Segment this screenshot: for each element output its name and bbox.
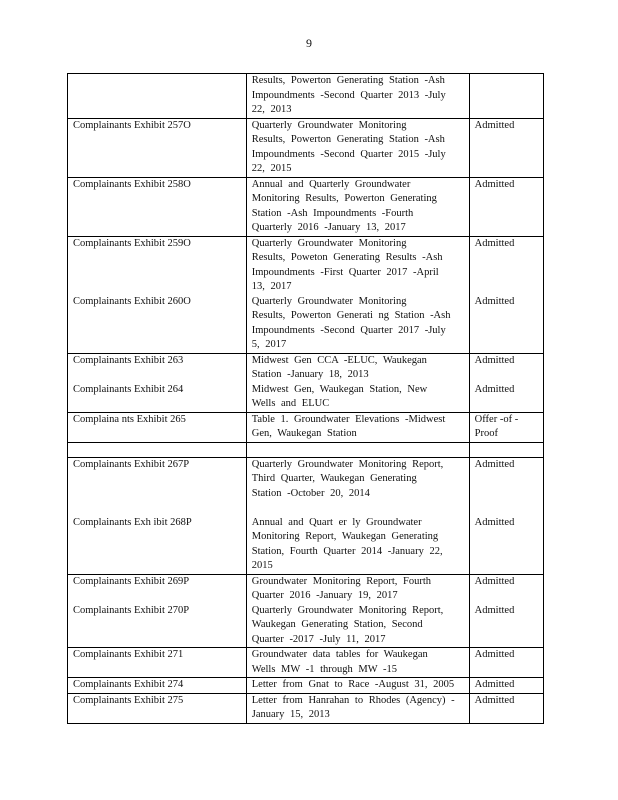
status-cell <box>469 74 543 119</box>
table-row <box>68 457 544 574</box>
description-cell <box>246 177 469 236</box>
exhibit-description: Annual and Quart er ly Groundwater Monitoring Report, Waukegan Generating Station, Fourth Quarter 2014 -January 22, 2015 <box>251 516 443 571</box>
exhibit-description: Letter from Gnat to Race -August 31, 2005 <box>251 679 455 690</box>
exhibit-cell <box>68 678 247 694</box>
status-cell <box>469 442 543 457</box>
table-row <box>68 412 544 442</box>
exhibit-label: Complainants Exh ibit 268P <box>73 516 192 528</box>
exhibit-status: Admitted <box>474 295 515 307</box>
exhibit-status: Admitted <box>474 354 515 366</box>
status-cell <box>469 177 543 236</box>
exhibit-description: Midwest Gen, Waukegan Station, New Wells and ELUC <box>251 383 428 409</box>
status-cell <box>469 412 543 442</box>
exhibit-description: Quarterly Groundwater Monitoring Results, Powerton Generating Station -Ash Impoundments -Second Quarter 2015 -July 22, 2015 <box>251 119 446 174</box>
table-row <box>68 442 544 457</box>
exhibit-status: Admitted <box>474 119 515 131</box>
status-cell <box>469 353 543 412</box>
exhibit-label: Complainants Exhibit 274 <box>73 679 184 690</box>
exhibit-status: Admitted <box>474 575 515 587</box>
table-row <box>68 353 544 412</box>
exhibit-description: Annual and Quarterly Groundwater Monitoring Results, Powerton Generating Station -Ash Impoundments -Fourth Quarterly 2016 -January 13, 2017 <box>251 178 437 233</box>
exhibit-cell <box>68 648 247 678</box>
exhibit-description: Table 1. Groundwater Elevations -Midwest Gen, Waukegan Station <box>251 413 446 439</box>
exhibit-cell <box>68 177 247 236</box>
exhibit-description: Results, Powerton Generating Station -Ash Impoundments -Second Quarter 2013 -July 22, 2013 <box>251 75 446 115</box>
status-cell <box>469 693 543 723</box>
status-cell <box>469 648 543 678</box>
status-cell <box>469 678 543 694</box>
description-cell <box>246 574 469 648</box>
exhibit-cell <box>68 442 247 457</box>
exhibit-cell <box>68 118 247 177</box>
status-cell <box>469 574 543 648</box>
status-cell <box>469 236 543 353</box>
exhibit-cell <box>68 574 247 648</box>
description-cell <box>246 353 469 412</box>
exhibit-label: Complainants Exhibit 270P <box>73 604 190 616</box>
exhibit-description: Letter from Hanrahan to Rhodes (Agency) - January 15, 2013 <box>251 694 455 720</box>
exhibit-description: Groundwater data tables for Waukegan Wells MW -1 through MW -15 <box>251 649 428 675</box>
description-cell <box>246 412 469 442</box>
exhibit-cell <box>68 457 247 574</box>
exhibit-label: Complainants Exhibit 263 <box>73 354 184 366</box>
exhibit-label: Complainants Exhibit 275 <box>73 694 184 706</box>
exhibit-status: Offer -of - Proof <box>474 413 519 439</box>
exhibit-label: Complainants Exhibit 271 <box>73 649 184 660</box>
exhibit-status: Admitted <box>474 516 515 528</box>
exhibit-cell <box>68 693 247 723</box>
exhibit-description: Groundwater Monitoring Report, Fourth Quarter 2016 -January 19, 2017 <box>251 575 432 601</box>
exhibit-label: Complainants Exhibit 259O <box>73 237 191 249</box>
exhibit-status: Admitted <box>474 604 515 616</box>
description-cell <box>246 648 469 678</box>
exhibit-status: Admitted <box>474 679 515 690</box>
table-row <box>68 574 544 648</box>
table-row <box>68 177 544 236</box>
exhibit-status: Admitted <box>474 458 515 470</box>
status-cell <box>469 118 543 177</box>
description-cell <box>246 457 469 574</box>
exhibit-label: Complainants Exhibit 257O <box>73 119 191 131</box>
description-cell <box>246 74 469 119</box>
description-cell <box>246 693 469 723</box>
exhibit-label: Complaina nts Exhibit 265 <box>73 413 186 425</box>
description-cell <box>246 442 469 457</box>
exhibit-label: Complainants Exhibit 264 <box>73 383 184 395</box>
exhibit-cell <box>68 353 247 412</box>
exhibit-table-body <box>68 74 544 724</box>
status-cell <box>469 457 543 574</box>
exhibit-description: Quarterly Groundwater Monitoring Results, Poweton Generating Results -Ash Impoundments -First Quarter 2017 -April 13, 2017 <box>251 237 443 292</box>
exhibit-status: Admitted <box>474 694 515 706</box>
table-row <box>68 678 544 694</box>
exhibit-description: Quarterly Groundwater Monitoring Report, Waukegan Generating Station, Second Quarter -2017 -July 11, 2017 <box>251 604 444 645</box>
table-row <box>68 648 544 678</box>
exhibit-status: Admitted <box>474 649 515 660</box>
table-row <box>68 118 544 177</box>
description-cell <box>246 118 469 177</box>
exhibit-label: Complainants Exhibit 269P <box>73 575 190 587</box>
exhibit-status: Admitted <box>474 178 515 190</box>
exhibit-status: Admitted <box>474 383 515 395</box>
exhibit-table <box>67 73 544 724</box>
exhibit-label: Complainants Exhibit 260O <box>73 295 191 307</box>
description-cell <box>246 678 469 694</box>
exhibit-cell <box>68 74 247 119</box>
exhibit-description: Quarterly Groundwater Monitoring Results, Powerton Generati ng Station -Ash Impoundments -Second Quarter 2017 -July 5, 2017 <box>251 295 451 350</box>
exhibit-status: Admitted <box>474 237 515 249</box>
exhibit-cell <box>68 412 247 442</box>
table-row <box>68 236 544 353</box>
exhibit-label: Complainants Exhibit 267P <box>73 458 190 470</box>
exhibit-description: Quarterly Groundwater Monitoring Report, Third Quarter, Waukegan Generating Station -October 20, 2014 <box>251 458 444 499</box>
exhibit-label: Complainants Exhibit 258O <box>73 178 191 190</box>
description-cell <box>246 236 469 353</box>
table-row <box>68 693 544 723</box>
page-number: 9 <box>306 36 312 50</box>
table-row <box>68 74 544 119</box>
exhibit-description: Midwest Gen CCA -ELUC, Waukegan Station -January 18, 2013 <box>251 354 427 380</box>
exhibit-cell <box>68 236 247 353</box>
